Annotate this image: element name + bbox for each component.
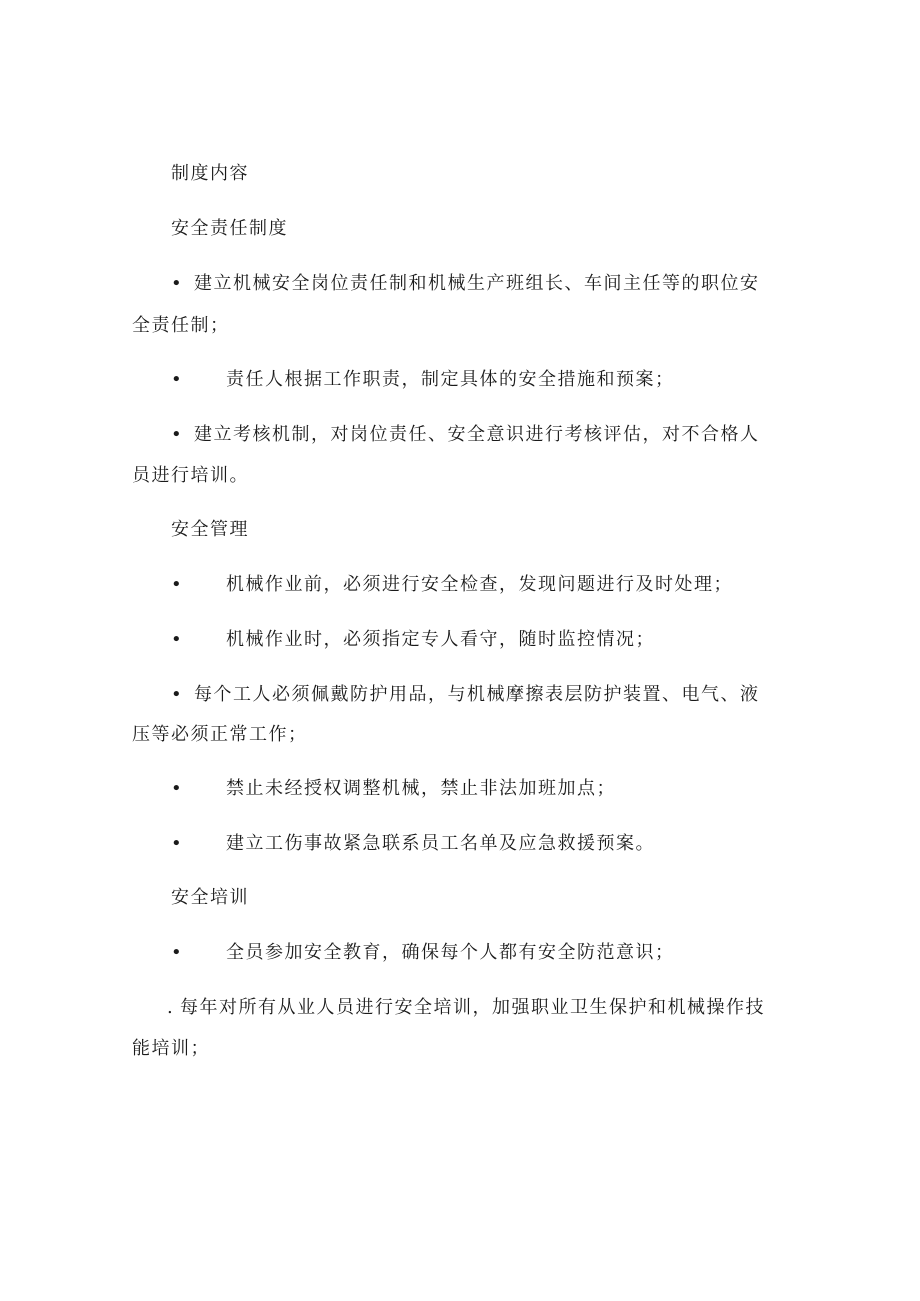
bullet-marker: • — [171, 273, 184, 294]
list-item-text-continued: 能培训； — [132, 1038, 210, 1059]
list-item-text-continued: 员进行培训。 — [132, 465, 249, 486]
list-item-text: 机械作业前，必须进行安全检查，发现问题进行及时处理； — [226, 574, 733, 595]
list-item-text: 责任人根据工作职责，制定具体的安全措施和预案； — [226, 369, 675, 390]
bullet-marker: • — [171, 684, 184, 705]
list-item-text: 每个工人必须佩戴防护用品，与机械摩擦表层防护装置、电气、液 — [194, 684, 760, 705]
section-title-training: 安全培训 — [171, 887, 249, 908]
bullet-marker: • — [171, 778, 184, 799]
bullet-marker: • — [171, 369, 184, 390]
bullet-marker: . — [167, 997, 175, 1018]
list-item-text: 禁止未经授权调整机械，禁止非法加班加点； — [226, 778, 616, 799]
bullet-marker: • — [171, 424, 184, 445]
bullet-marker: • — [171, 942, 184, 963]
section-title-responsibility: 安全责任制度 — [171, 218, 288, 239]
list-item-text-continued: 全责任制； — [132, 315, 230, 336]
list-item-text-continued: 压等必须正常工作； — [132, 724, 308, 745]
list-item-text: 建立机械安全岗位责任制和机械生产班组长、车间主任等的职位安 — [194, 273, 760, 294]
heading-content: 制度内容 — [171, 163, 249, 184]
list-item-text: 建立工伤事故紧急联系员工名单及应急救援预案。 — [226, 833, 655, 854]
list-item-text: 机械作业时，必须指定专人看守，随时监控情况； — [226, 629, 655, 650]
bullet-marker: • — [171, 833, 184, 854]
list-item-text: 建立考核机制，对岗位责任、安全意识进行考核评估，对不合格人 — [194, 424, 760, 445]
bullet-marker: • — [171, 629, 184, 650]
section-title-management: 安全管理 — [171, 519, 249, 540]
list-item-text: 全员参加安全教育，确保每个人都有安全防范意识； — [226, 942, 675, 963]
bullet-marker: • — [171, 574, 184, 595]
list-item-text: 每年对所有从业人员进行安全培训，加强职业卫生保护和机械操作技 — [180, 997, 765, 1018]
